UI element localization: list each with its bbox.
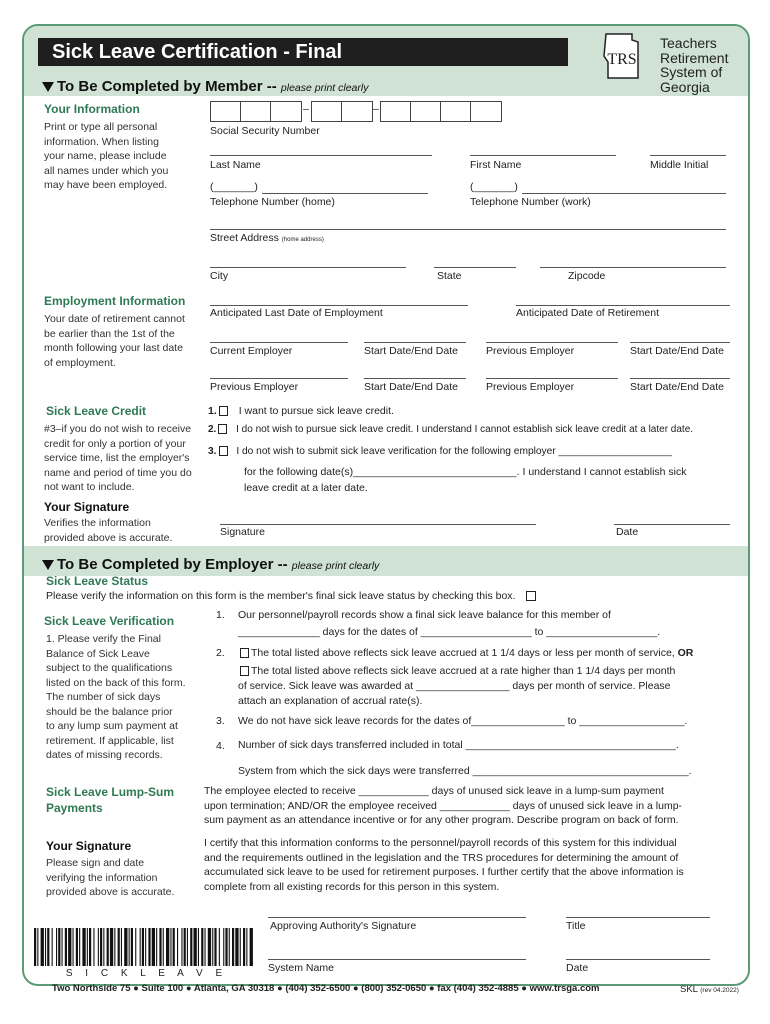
final-status-checkbox[interactable] <box>526 591 536 601</box>
middle-initial-label: Middle Initial <box>650 159 709 171</box>
verification-item-3-text: We do not have sick leave records for the dates of________________ to __________________. <box>238 715 688 727</box>
barcode-bar <box>201 928 203 966</box>
barcode-bar <box>52 928 53 966</box>
barcode-bar <box>89 928 91 966</box>
previous-employer-field[interactable] <box>486 342 618 343</box>
phone-home-label: Telephone Number (home) <box>210 196 335 208</box>
barcode-bar <box>110 928 113 966</box>
barcode-bar <box>41 928 44 966</box>
barcode-bar <box>205 928 206 966</box>
ssn-digit-box[interactable] <box>341 101 373 122</box>
lump-sum-heading: Sick Leave Lump-Sum Payments <box>46 785 175 815</box>
barcode-bar <box>223 928 224 966</box>
title-label: Title <box>566 920 586 932</box>
previous-employer-label: Previous Employer <box>210 381 299 393</box>
verification-item-2-attach: attach an explanation of accrual rate(s). <box>238 695 423 707</box>
barcode-bar <box>173 928 175 966</box>
previous-employer-dates-label: Start Date/End Date <box>630 381 724 393</box>
barcode-bar <box>100 928 102 966</box>
barcode-bar <box>181 928 182 966</box>
barcode-bar <box>250 928 253 966</box>
zipcode-label: Zipcode <box>568 270 606 282</box>
ssn-digit-box[interactable] <box>270 101 302 122</box>
your-information-heading: Your Information <box>44 102 140 116</box>
barcode-bar <box>98 928 99 966</box>
barcode-bar <box>34 928 36 966</box>
first-name-label: First Name <box>470 159 522 171</box>
previous-employer-field[interactable] <box>210 378 348 379</box>
sick-leave-credit-heading: Sick Leave Credit <box>46 404 147 418</box>
barcode-bar <box>190 928 192 966</box>
member-signature-instructions: Verifies the information provided above is accurate. <box>44 517 173 544</box>
barcode-bar <box>103 928 104 966</box>
barcode-bar <box>184 928 186 966</box>
current-employer-field[interactable] <box>210 342 348 343</box>
barcode-bar <box>37 928 38 966</box>
barcode-bar <box>129 928 130 966</box>
previous-employer-dates-label: Start Date/End Date <box>364 381 458 393</box>
street-address-field[interactable] <box>210 229 726 230</box>
barcode-bar <box>212 928 213 966</box>
employment-information-heading: Employment Information <box>44 294 186 308</box>
member-date-field[interactable] <box>614 524 730 525</box>
member-date-label: Date <box>616 526 639 538</box>
barcode-bar <box>142 928 144 966</box>
barcode-bar <box>79 928 80 966</box>
credit-option-3-dates: for the following date(s)____________________________. I understand I cannot establish sick <box>244 466 687 478</box>
lump-sum-text: The employee elected to receive ____________ days of unused sick leave in a lump-sum payment upon termination; AND/OR the employee received ____________ days of unused sick leave in a lump- sum payment as an attendance incentive or for any other program. Describe program on back of form. <box>204 785 683 826</box>
ssn-digit-box[interactable] <box>410 101 442 122</box>
verification-item-3-number: 3. <box>216 715 225 727</box>
ssn-digit-box[interactable] <box>210 101 242 122</box>
barcode-bar <box>145 928 146 966</box>
ssn-digit-box[interactable] <box>380 101 412 122</box>
member-signature-label: Signature <box>220 526 265 538</box>
verification-item-1-text: Our personnel/payroll records show a final sick leave balance for this member of <box>238 609 611 621</box>
system-name-field[interactable] <box>268 959 526 960</box>
phone-work-prefix: (_______) <box>470 181 518 193</box>
credit-option-2: 2. I do not wish to pursue sick leave credit. I understand I cannot establish sick leave credit at a later date. <box>208 424 694 435</box>
previous-employer-label: Previous Employer <box>486 345 575 357</box>
phone-home-prefix: (_______) <box>210 181 258 193</box>
previous-employer-dates-field[interactable] <box>364 378 466 379</box>
employer-date-label: Date <box>566 962 589 974</box>
ssn-digit-box[interactable] <box>311 101 343 122</box>
zipcode-field[interactable] <box>540 267 726 268</box>
state-label: State <box>437 270 462 282</box>
last-name-label: Last Name <box>210 159 261 171</box>
ssn-dash: – <box>373 103 379 115</box>
current-employer-dates-field[interactable] <box>364 342 466 343</box>
verification-item-1-dates: ______________ days for the dates of ___________________ to ___________________. <box>238 626 661 638</box>
barcode-bar <box>62 928 63 966</box>
barcode-bar <box>159 928 161 966</box>
credit-option-3-checkbox[interactable] <box>219 446 228 456</box>
barcode-bar <box>118 928 120 966</box>
barcode-bar <box>214 928 216 966</box>
sick-leave-verification-heading: Sick Leave Verification <box>44 614 175 628</box>
barcode-bar <box>124 928 127 966</box>
ssn-digit-box[interactable] <box>440 101 472 122</box>
employment-information-instructions: Your date of retirement cannot be earlier than the 1st of the month following your last date of employment. <box>44 313 185 369</box>
middle-initial-field[interactable] <box>650 155 726 156</box>
barcode-bar <box>121 928 122 966</box>
state-field[interactable] <box>434 267 516 268</box>
your-information-instructions: Print or type all personal information. When listing your name, please include all names under which you may have been employed. <box>44 121 169 191</box>
employer-section-title: To Be Completed by Employer -- please print clearly <box>42 556 379 573</box>
credit-option-3: 3. I do not wish to submit sick leave verification for the following employer ____________________ <box>208 446 672 457</box>
previous-employer-dates-field[interactable] <box>630 378 730 379</box>
ssn-label: Social Security Number <box>210 125 320 137</box>
verification-item-2-option-b: The total listed above reflects sick leave accrued at a rate higher than 1 1/4 days per month <box>238 664 675 679</box>
verification-item-2-option-a: The total listed above reflects sick leave accrued at 1 1/4 days or less per month of service, OR <box>238 646 693 661</box>
last-name-field[interactable] <box>210 155 432 156</box>
barcode-bar <box>152 928 155 966</box>
credit-option-3-cont: leave credit at a later date. <box>244 482 368 494</box>
last-employment-date-label: Anticipated Last Date of Employment <box>210 307 383 319</box>
approving-signature-field[interactable] <box>268 917 526 918</box>
barcode-bar <box>114 928 115 966</box>
barcode-bar <box>198 928 199 966</box>
member-signature-heading: Your Signature <box>44 500 130 514</box>
verification-item-2-number: 2. <box>216 647 225 659</box>
previous-employer-dates-label: Start Date/End Date <box>630 345 724 357</box>
barcode-bar <box>246 928 247 966</box>
previous-employer-field[interactable] <box>486 378 618 379</box>
first-name-field[interactable] <box>470 155 616 156</box>
barcode-bar <box>194 928 197 966</box>
title-field[interactable] <box>566 917 710 918</box>
barcode-bar <box>93 928 94 966</box>
barcode-bar <box>87 928 88 966</box>
employer-certification-text: I certify that this information conforms to the personnel/payroll records of this system for this individual and the requirements outlined in the legislation and the TRS procedures for determining the amount of accumulated sick leave to be used for retirement purposes. I further certify that the above information is complete from all existing records for this person in this system. <box>204 837 684 893</box>
phone-home-field[interactable] <box>262 193 428 194</box>
barcode-bar <box>107 928 109 966</box>
org-name: Teachers Retirement System of Georgia <box>660 35 729 95</box>
employer-signature-heading: Your Signature <box>46 839 132 853</box>
verification-item-4-number: 4. <box>216 740 225 752</box>
form-revision: SKL (rev 04.2022) <box>680 984 739 995</box>
last-employment-date-field[interactable] <box>210 305 468 306</box>
approving-signature-label: Approving Authority's Signature <box>270 920 417 932</box>
employer-signature-instructions: Please sign and date verifying the information provided above is accurate. <box>46 857 175 898</box>
sick-leave-status-text: Please verify the information on this form is the member's final sick leave status by checking this box. <box>46 589 538 604</box>
barcode-bar <box>187 928 188 966</box>
barcode-bar <box>45 928 46 966</box>
phone-work-field[interactable] <box>522 193 726 194</box>
accrual-option-a-checkbox[interactable] <box>240 648 249 658</box>
member-section-title: To Be Completed by Member -- please print clearly <box>42 78 368 95</box>
barcode-bar <box>131 928 133 966</box>
previous-employer-label: Previous Employer <box>486 381 575 393</box>
form-frame <box>22 24 750 986</box>
barcode-bar <box>240 928 241 966</box>
accrual-option-b-checkbox[interactable] <box>240 666 249 676</box>
street-address-label: Street Address (home address) <box>210 232 324 244</box>
barcode-bar <box>232 928 234 966</box>
barcode-bar <box>219 928 220 966</box>
barcode-bar <box>225 928 227 966</box>
barcode-bar <box>82 928 85 966</box>
form-title: Sick Leave Certification - Final <box>38 38 568 66</box>
credit-option-1-checkbox[interactable] <box>219 406 228 416</box>
city-label: City <box>210 270 229 282</box>
verification-item-5-text: System from which the sick days were transferred _____________________________________. <box>238 765 692 777</box>
footer-address: Two Northside 75 ● Suite 100 ● Atlanta, GA 30318 ● (404) 352-6500 ● (800) 352-0650 ● fax (404) 352-4885 ● www.trsga.com <box>52 983 600 994</box>
barcode-bar <box>73 928 74 966</box>
barcode-bar <box>156 928 157 966</box>
sick-leave-verification-instructions: 1. Please verify the Final Balance of Sick Leave subject to the qualifications listed on the back of this form. The number of sick days should be the balance prior to any lump sum payment at retirement. If applicable, list dates of missing records. <box>46 633 186 761</box>
retirement-date-label: Anticipated Date of Retirement <box>516 307 659 319</box>
previous-employer-dates-field[interactable] <box>630 342 730 343</box>
barcode-bar <box>170 928 171 966</box>
credit-option-1: 1. I want to pursue sick leave credit. <box>208 405 394 417</box>
barcode-bar <box>65 928 67 966</box>
verification-item-4-text: Number of sick days transferred included in total ____________________________________. <box>238 739 679 751</box>
ssn-dash: – <box>303 103 309 115</box>
system-name-label: System Name <box>268 962 334 974</box>
triangle-down-icon <box>42 560 54 570</box>
barcode-bar <box>163 928 164 966</box>
barcode-bar <box>47 928 49 966</box>
phone-work-label: Telephone Number (work) <box>470 196 591 208</box>
barcode-bar <box>140 928 141 966</box>
barcode-text: S I C K L E A V E <box>65 968 223 979</box>
verification-item-2-rate: of service. Sick leave was awarded at ________________ days per month of service. Please <box>238 680 671 692</box>
barcode-bar <box>243 928 245 966</box>
barcode-bar <box>58 928 60 966</box>
city-field[interactable] <box>210 267 406 268</box>
member-signature-field[interactable] <box>220 524 536 525</box>
barcode-bar <box>208 928 211 966</box>
barcode-bar <box>68 928 71 966</box>
current-employer-label: Current Employer <box>210 345 293 357</box>
sick-leave-status-heading: Sick Leave Status <box>46 574 149 588</box>
logo-text: TRS <box>607 51 637 68</box>
barcode-bar <box>235 928 238 966</box>
barcode-bar <box>229 928 230 966</box>
retirement-date-field[interactable] <box>516 305 730 306</box>
barcode <box>34 928 254 968</box>
current-employer-dates-label: Start Date/End Date <box>364 345 458 357</box>
credit-option-2-checkbox[interactable] <box>218 424 227 434</box>
barcode-bar <box>56 928 57 966</box>
triangle-down-icon <box>42 82 54 92</box>
verification-item-1-number: 1. <box>216 609 225 621</box>
barcode-bar <box>177 928 178 966</box>
ssn-digit-box[interactable] <box>470 101 502 122</box>
barcode-bar <box>76 928 78 966</box>
trs-logo <box>602 32 642 80</box>
barcode-bar <box>148 928 150 966</box>
barcode-bar <box>166 928 169 966</box>
barcode-bar <box>135 928 136 966</box>
ssn-digit-box[interactable] <box>240 101 272 122</box>
sick-leave-credit-instructions: #3–if you do not wish to receive credit for only a portion of your service time, list the employer's name and period of time you do not want to include. <box>44 423 192 493</box>
employer-date-field[interactable] <box>566 959 710 960</box>
